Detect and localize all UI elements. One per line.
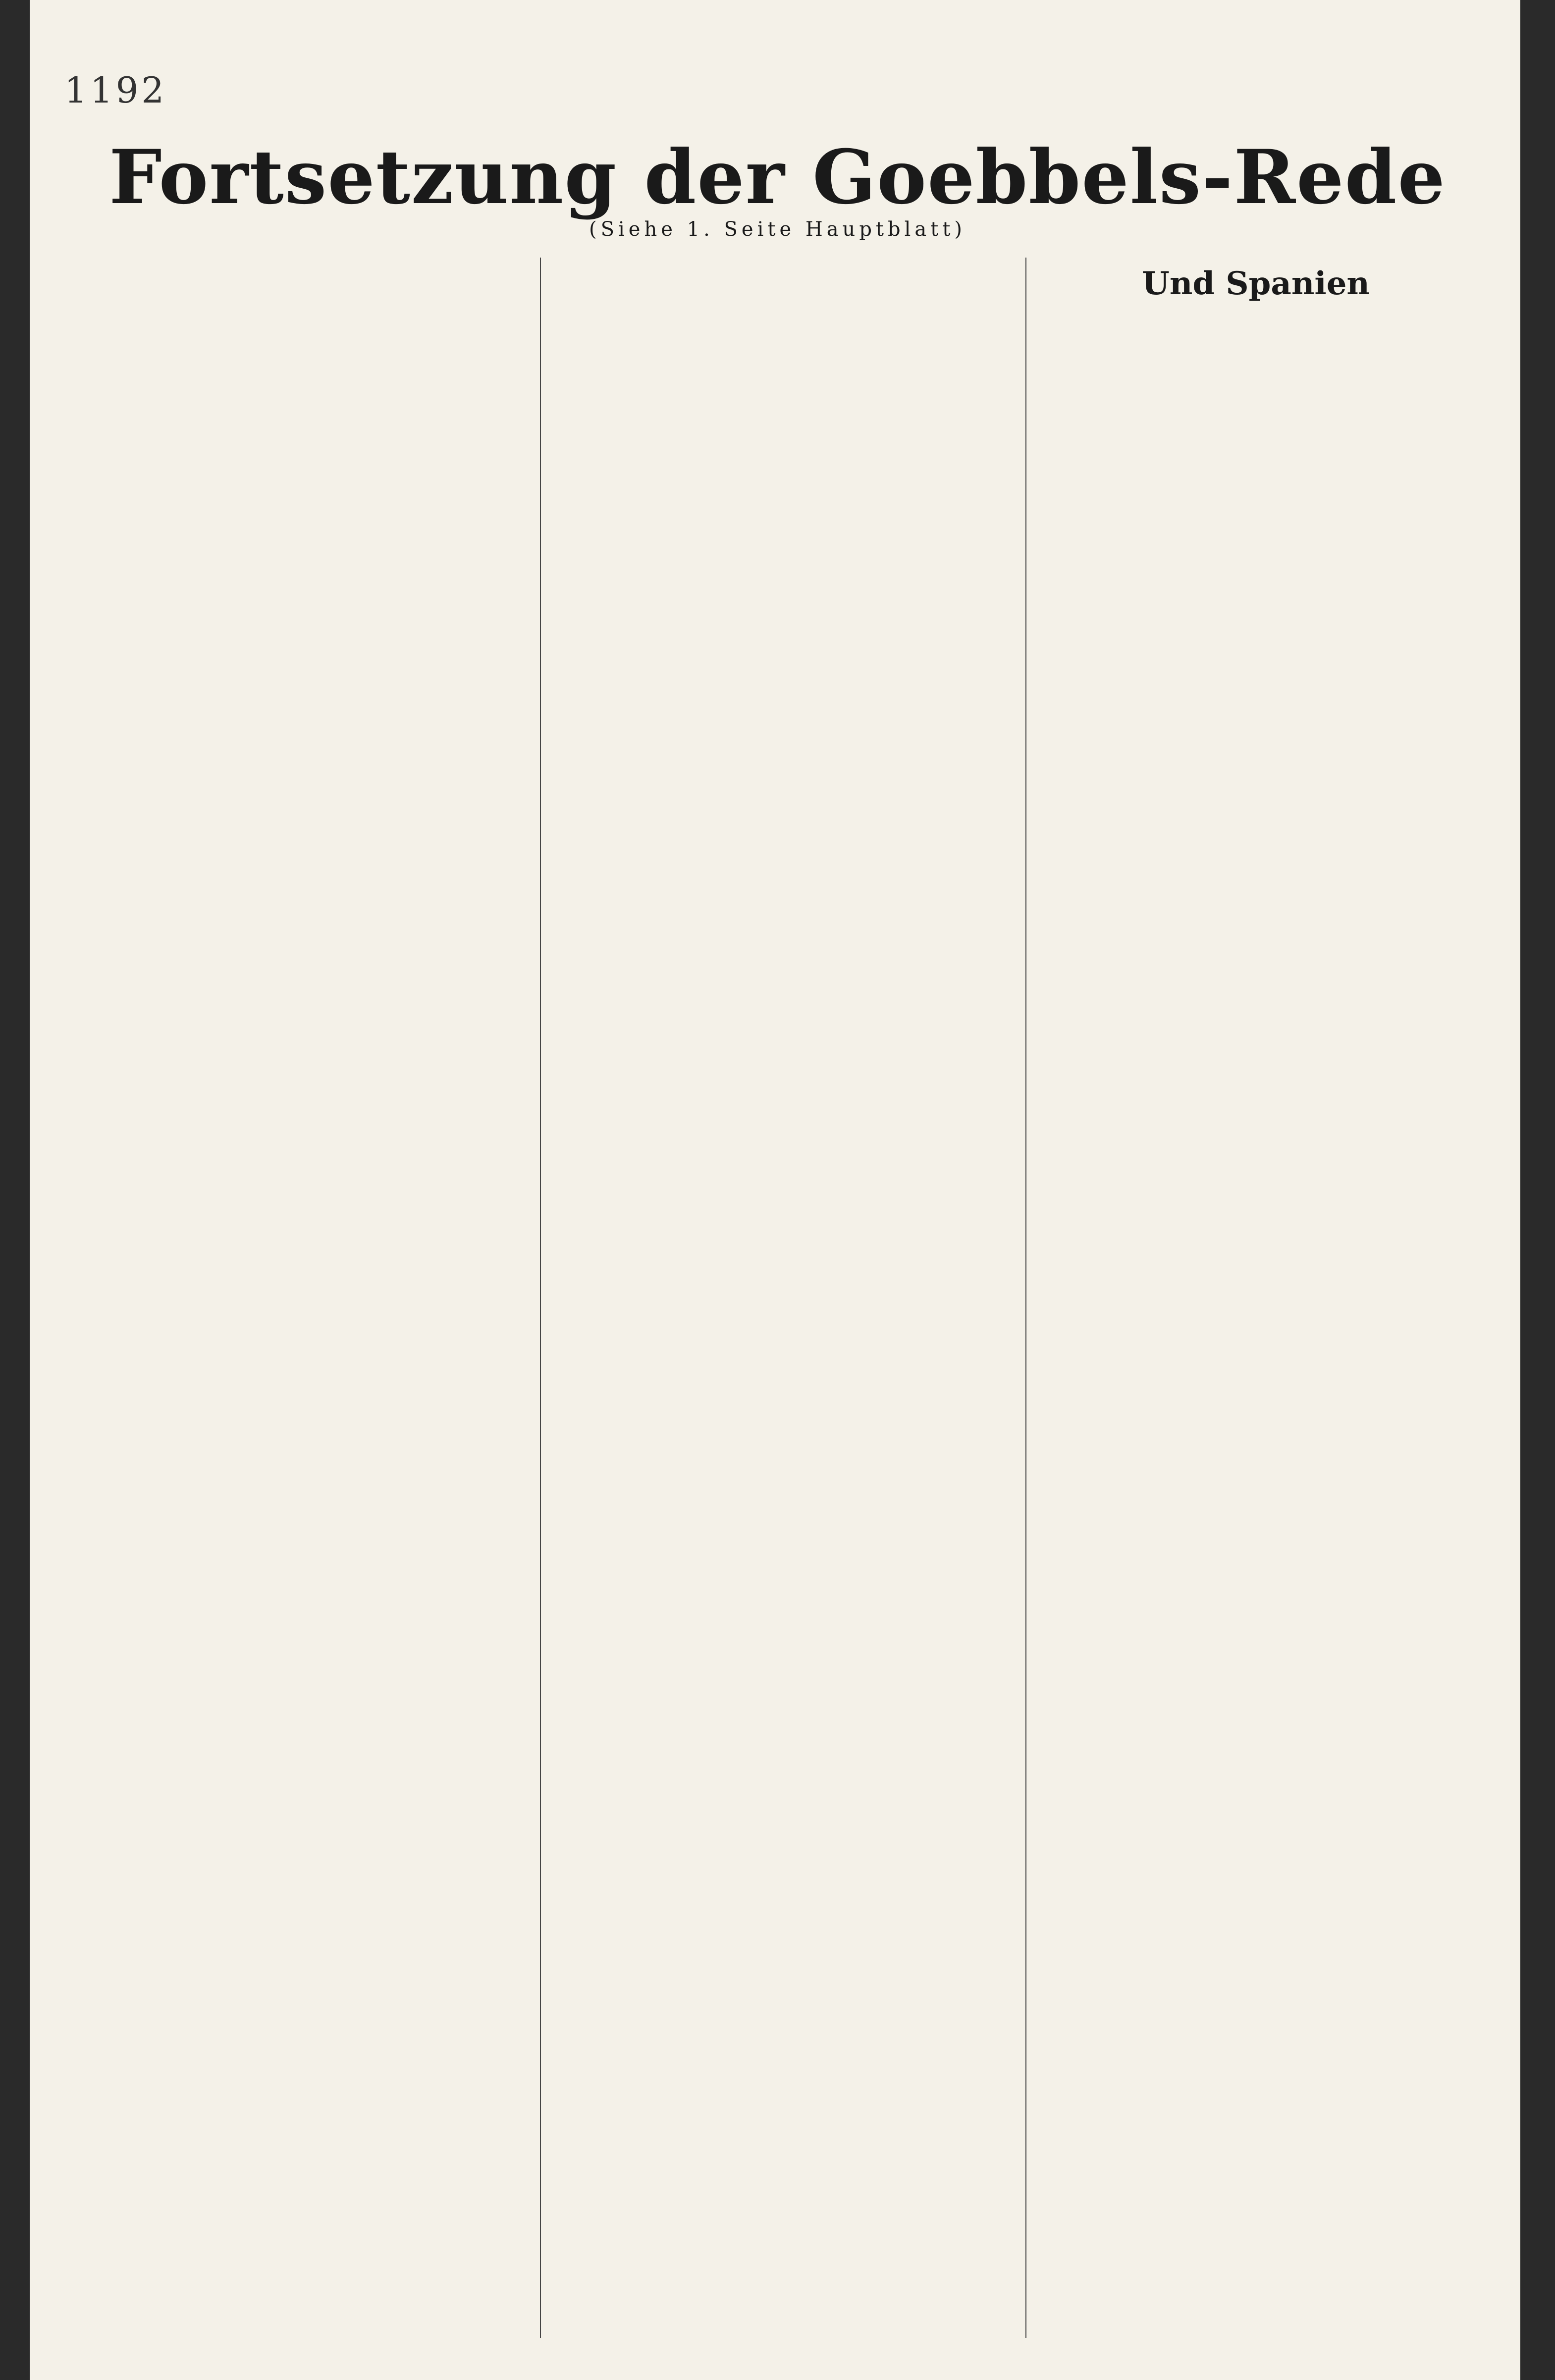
column-2: [545, 258, 1006, 2338]
page-subtitle: (Siehe 1. Seite Hauptblatt): [589, 218, 966, 241]
page-number: 1192: [64, 69, 167, 111]
scan-border-right: [1520, 0, 1555, 2380]
scan-border-left: [0, 0, 30, 2380]
section-heading: Und Spanien: [1142, 265, 1370, 302]
column-1: [64, 258, 525, 2338]
article-body: [64, 258, 1486, 2338]
page-title: Fortsetzung der Goebbels-Rede: [109, 134, 1446, 221]
column-3: [1025, 258, 1486, 2338]
